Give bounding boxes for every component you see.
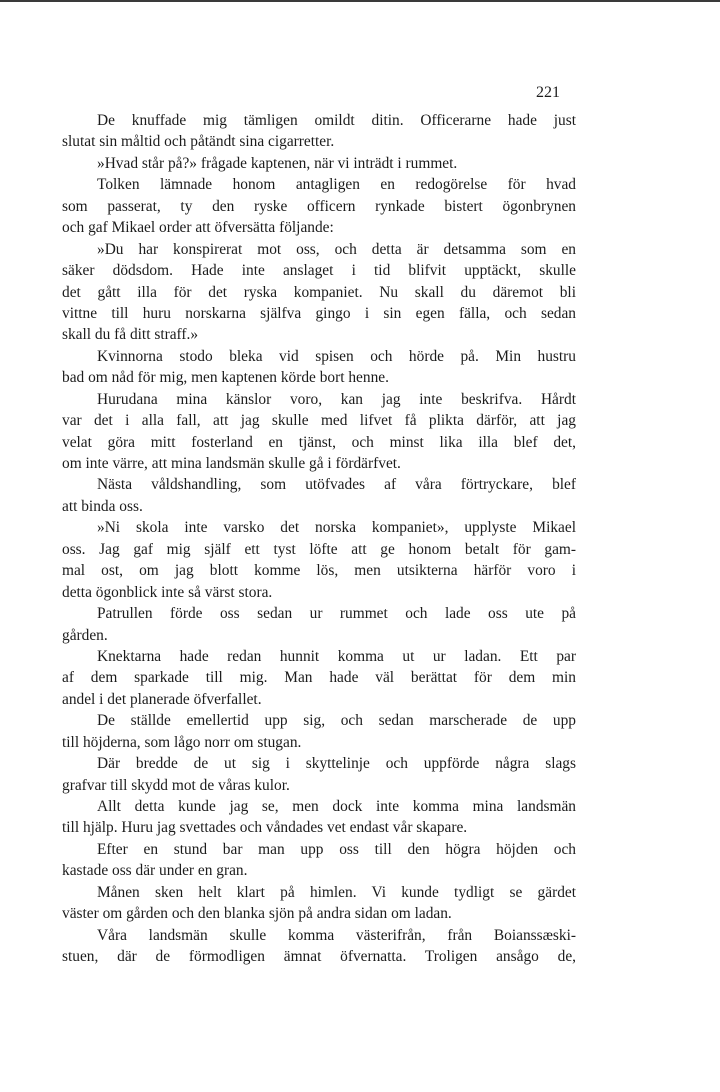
text-line: Kvinnorna stodo bleka vid spisen och hörde på. Min hustru [97,347,576,365]
body-text [62,110,576,968]
text-line: Där bredde de ut sig i skyttelinje och uppförde några slags [97,755,576,773]
text-line: mal ost, om jag blott komme lös, men utsikterna härför voro i [62,562,576,580]
text-line: Hurudana mina känslor voro, kan jag inte beskrifva. Hårdt [97,390,576,408]
text-line: slutat sin måltid och påtändt sina cigarretter. [62,133,335,151]
text-line: velat göra mitt fosterland en tjänst, och minst lika illa blef det, [62,433,576,451]
text-line: att binda oss. [62,497,143,515]
text-line: skall du få ditt straff.» [62,326,199,344]
text-line: Allt detta kunde jag se, men dock inte komma mina landsmän [97,798,576,815]
text-line: »Ni skola inte varsko det norska kompaniet», upplyste Mikael [97,519,576,537]
text-line: var det i alla fall, att jag skulle med lifvet få plikta därför, att jag [62,412,576,430]
text-line: andel i det planerade öfverfallet. [62,690,262,708]
text-line: Efter en stund bar man upp oss till den högra höjden och [97,840,576,858]
text-line: »Du har konspirerat mot oss, och detta är detsamma som en [97,240,576,258]
text-line: till höjderna, som lågo norr om stugan. [62,733,302,751]
text-line: och gaf Mikael order att öfversätta följande: [62,219,334,237]
text-line: af dem sparkade till mig. Man hade väl berättat för dem min [62,669,576,687]
text-line: Månen sken helt klart på himlen. Vi kunde tydligt se gärdet [97,883,576,901]
page-number: 221 [536,84,560,101]
book-page [62,82,576,968]
text-line: oss. Jag gaf mig själf ett tyst löfte att ge honom betalt för gam- [62,540,576,558]
text-line: det gått illa för det ryska kompaniet. Nu skall du däremot bli [62,283,576,301]
top-edge-rule [0,0,720,2]
text-line: som passerat, ty den ryske officern rynkade bistert ögonbrynen [62,197,576,215]
text-line: gården. [62,626,108,644]
text-line: vittne till huru norskarna själfva gingo i sin egen fälla, och sedan [62,304,576,322]
text-line: kastade oss där under en gran. [62,862,248,880]
text-line: säker dödsdom. Hade inte anslaget i tid blifvit upptäckt, skulle [62,262,576,280]
text-line: Våra landsmän skulle komma västerifrån, från Boianssæski- [97,926,576,944]
text-line: De ställde emellertid upp sig, och sedan marscherade de upp [97,712,576,730]
text-line: bad om nåd för mig, men kaptenen körde bort henne. [62,369,389,387]
text-line: Tolken lämnade honom antagligen en redogörelse för hvad [97,176,576,194]
text-line: De knuffade mig tämligen omildt ditin. Officerarne hade just [97,112,576,129]
text-line: Nästa våldshandling, som utöfvades af våra förtryckare, blef [97,476,576,494]
text-line: detta ögonblick inte så värst stora. [62,583,273,601]
text-line: grafvar till skydd mot de våras kulor. [62,776,290,794]
text-line: om inte värre, att mina landsmän skulle gå i fördärfvet. [62,455,401,472]
text-line: »Hvad står på?» frågade kaptenen, när vi inträdt i rummet. [97,154,458,172]
text-line: stuen, där de förmodligen ämnat öfvernatta. Troligen ansågo de, [62,948,576,966]
text-line: Patrullen förde oss sedan ur rummet och lade oss ute på [97,605,576,623]
text-line: till hjälp. Huru jag svettades och våndades vet endast vår skapare. [62,819,468,837]
text-line: väster om gården och den blanka sjön på andra sidan om ladan. [62,905,452,923]
text-line: Knektarna hade redan hunnit komma ut ur ladan. Ett par [97,647,576,665]
